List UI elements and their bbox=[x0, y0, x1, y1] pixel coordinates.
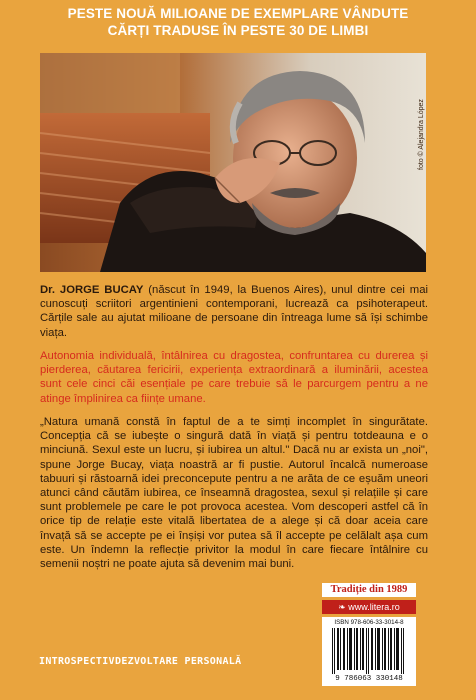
tradition-label: Tradiție din 1989 bbox=[322, 583, 416, 597]
banner-line-2: CĂRȚI TRADUSE ÎN PESTE 30 DE LIMBI bbox=[107, 23, 369, 38]
barcode-box bbox=[322, 617, 416, 686]
description-paragraph: „Natura umană constă în faptul de a te simți incomplet în singurătate. Concepția că se iubește o singură dată în viață și pentru totdeauna e o minciună. Sexul este un lucru, și iubirea un altul." Dacă nu ar exista un „noi", spune Jorge Bucay, viața noastră ar fi pustie. Autorul încalcă numeroase tabuuri și răstoarnă idei preconcepute pentru a ne arăta de ce eșuăm uneori atunci când căutăm iubirea, ce înseamnă dragostea, sexul și relațiile și care sunt problemele pe care le pot provoca acestea. Vom descoperi astfel că în orice tip de relație este vitală libertatea de a alege și că doar aceia care învață să se accepte pe ei înșiși vor putea să îl accepte pe celălalt așa cum este. Un îndemn la reflecție privitor la modul în care fiecare întâlnire cu semenii noștri ne poate ajuta să devenim mai buni. bbox=[40, 416, 428, 571]
author-photo bbox=[40, 53, 426, 272]
barcode-icon bbox=[332, 628, 406, 674]
publisher-website bbox=[322, 600, 416, 614]
author-name: Dr. JORGE BUCAY bbox=[40, 284, 144, 296]
author-bio-text: (născut în 1949, la Buenos Aires), unul dintre cei mai cunoscuți scriitori argentinieni contemporani, lucrează ca psihoterapeut. Cărțile sale au ajutat milioane de persoane din întreaga lume să își schimbe viața. bbox=[40, 284, 428, 339]
sales-banner bbox=[0, 5, 476, 39]
barcode-number: 9 786063 330148 bbox=[335, 675, 403, 683]
category-dezvoltare-personala: DEZVOLTARE PERSONALĂ bbox=[115, 656, 242, 667]
publisher-website-text: www.litera.ro bbox=[348, 602, 400, 612]
category-introspectiv: INTROSPECTIV bbox=[39, 656, 115, 667]
publisher-logo-icon: ❧ bbox=[338, 602, 349, 612]
banner-line-1: PESTE NOUĂ MILIOANE DE EXEMPLARE VÂNDUTE bbox=[67, 6, 409, 21]
author-bio bbox=[40, 283, 428, 340]
photo-credit: foto © Alejandra López bbox=[418, 99, 425, 170]
isbn-label: ISBN 978-606-33-3014-8 bbox=[334, 619, 404, 626]
author-portrait-image bbox=[40, 53, 426, 272]
highlight-paragraph: Autonomia individuală, întâlnirea cu dragostea, confruntarea cu durerea și pierderea, căutarea fericirii, experiența extraordinară a iluminării, acestea sunt cele cinci căi esențiale pe care trebuie să le parcurgem pentru a ne atinge împlinirea ca ființe umane. bbox=[40, 350, 428, 405]
